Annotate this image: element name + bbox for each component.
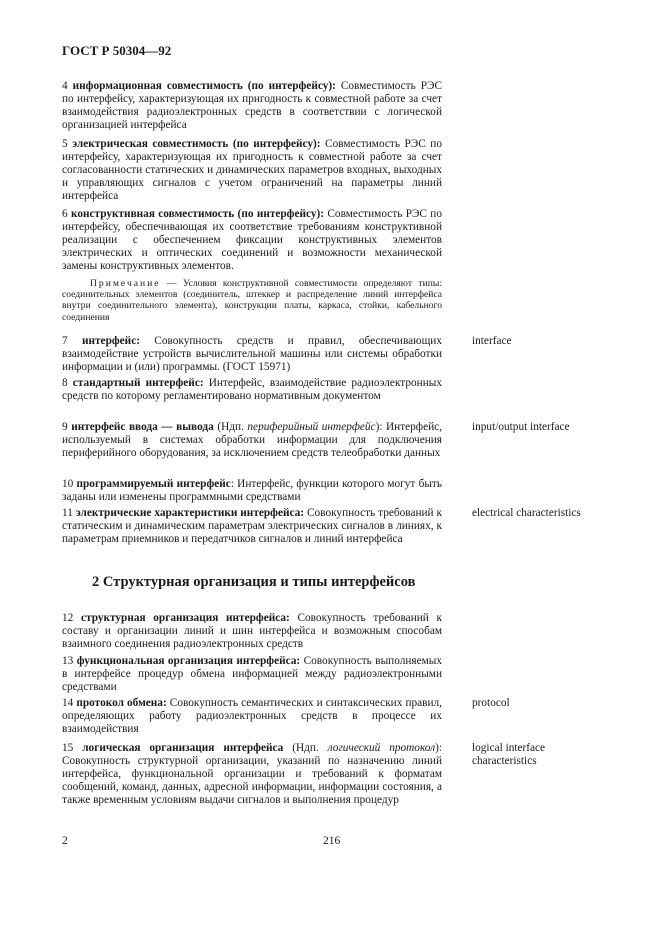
- entry-number: 7: [62, 335, 68, 347]
- document-header: ГОСТ Р 50304—92: [62, 43, 172, 58]
- entry-body: Совокупность требований к статическим и динамическим параметрам электрических сигналов в линиях, к параметрам приемников и передатчиков сигналов и линий интерфейса: [62, 507, 443, 545]
- entry-pre: (Ндп.: [213, 421, 248, 433]
- english-equivalent-7: interface: [472, 335, 512, 347]
- entry-number: 15: [62, 742, 74, 754]
- entry-term: структурная организация интерфейса:: [81, 612, 290, 624]
- term-entry-9: [62, 421, 442, 460]
- entry-body: Совокупность семантических и синтаксических правил, определяющих работу радиоэлектронных средств в процессе их взаимодействия: [62, 697, 443, 735]
- entry-number: 9: [62, 421, 68, 433]
- entry-number: 12: [62, 612, 74, 624]
- entry-term: логическая организация интерфейса: [82, 742, 284, 754]
- entry-number: 6: [62, 208, 68, 220]
- entry-term: электрическая совместимость (по интерфейсу):: [72, 138, 321, 150]
- entry-body: Совместимость РЭС по интерфейсу, обеспечивающая их соответствие требованиям конструктивной реализации с обеспечением фиксации конструктивных элементов электрических и оптических соединений и возможности механической замены конструктивных элементов.: [62, 208, 442, 272]
- entry-body: Совокупность требований к составу и организации линий и шин интерфейса и возможным способам взаимного соединения радиоэлектронных средств: [62, 612, 443, 650]
- term-entry-8: [62, 377, 442, 403]
- entry-body: Совокупность выполняемых в интерфейсе процедур обмена информацией между радиоэлектронными средствами: [62, 655, 443, 693]
- english-equivalent-11: electrical characteristics: [472, 507, 581, 519]
- entry-term: интерфейс:: [81, 335, 140, 347]
- entry-number: 10: [62, 478, 74, 490]
- entry-term: электрические характеристики интерфейса:: [75, 507, 305, 519]
- entry-body: Совместимость РЭС по интерфейсу, характеризующая их пригодность к совместной работе за счет согласованности статических и динамических параметров входных, выходных и управляющих сигналов с учетом ограничений на параметры линий интерфейса: [62, 138, 443, 202]
- english-equivalent-14: protocol: [472, 697, 510, 709]
- english-equivalent-15: logical interface characteristics: [472, 742, 546, 767]
- term-entry-14: [62, 697, 442, 736]
- term-entry-13: [62, 655, 442, 694]
- entry-deprecated-term: логический протокол: [327, 742, 436, 754]
- note-block: [62, 278, 442, 323]
- entry-term: протокол обмена:: [76, 697, 167, 709]
- entry-number: 4: [62, 80, 68, 92]
- entry-term: функциональная организация интерфейса:: [76, 655, 301, 667]
- term-entry-5: [62, 138, 442, 203]
- note-label: Примечание: [90, 278, 161, 289]
- term-entry-4: [62, 80, 442, 132]
- entry-body: ): Совокупность структурной организации, указаний по назначению линий интерфейса, функциональной организации и требований к форматам сообщений, команд, данных, адресной информации, информации состояния, а также временным условиям выдачи сигналов и выполнения процедур: [62, 742, 442, 806]
- entry-body: Интерфейс, взаимодействие радиоэлектронных средств по которому регламентировано нормативным документом: [62, 377, 442, 402]
- entry-body: Совокупность средств и правил, обеспечивающих взаимодействие устройств вычислительной машины или системы обработки информации и (или) программы. (ГОСТ 15971): [62, 335, 443, 373]
- entry-body: ): Интерфейс, используемый в системах обработки информации для подключения периферийного оборудования, за исключением средств телеобработки данных: [62, 421, 443, 459]
- entry-body: Совместимость РЭС по интерфейсу, характеризующая их пригодность к совместной работе за счет взаимодействия радиоэлектронных средств в соответствии с логической организацией интерфейса: [62, 80, 442, 131]
- term-entry-7: [62, 335, 442, 374]
- term-entry-15: [62, 742, 442, 807]
- section-title: 2 Структурная организация и типы интерфейсов: [92, 574, 416, 590]
- entry-number: 13: [62, 655, 74, 667]
- entry-term: информационная совместимость (по интерфейсу):: [72, 80, 336, 92]
- page-number-center: 216: [323, 835, 341, 847]
- entry-term: интерфейс ввода — вывода: [71, 421, 214, 433]
- note-text: — Условия конструктивной совместимости определяют типы: соединительных элементов (соединитель, штеккер и распределение линий интерфейса внутри соединительного элемента), конструкции платы, каркаса, стойки, кабельного соединения: [62, 278, 442, 323]
- page-number-left: 2: [62, 835, 68, 847]
- entry-number: 11: [62, 507, 73, 519]
- entry-body: : Интерфейс, функции которого могут быть заданы или изменены программными средствами: [62, 478, 442, 503]
- entry-pre: (Ндп.: [283, 742, 328, 754]
- entry-term: стандартный интерфейс:: [72, 377, 204, 389]
- term-entry-11: [62, 507, 442, 546]
- english-equivalent-9: input/output interface: [472, 421, 570, 433]
- entry-number: 8: [62, 377, 68, 389]
- entry-deprecated-term: периферийный интерфейс: [247, 421, 376, 433]
- term-entry-12: [62, 612, 442, 651]
- entry-term: конструктивная совместимость (по интерфейсу):: [71, 208, 325, 220]
- entry-number: 14: [62, 697, 74, 709]
- entry-number: 5: [62, 138, 68, 150]
- entry-term: программируемый интерфейс: [76, 478, 231, 490]
- term-entry-10: [62, 478, 442, 504]
- term-entry-6: [62, 208, 442, 273]
